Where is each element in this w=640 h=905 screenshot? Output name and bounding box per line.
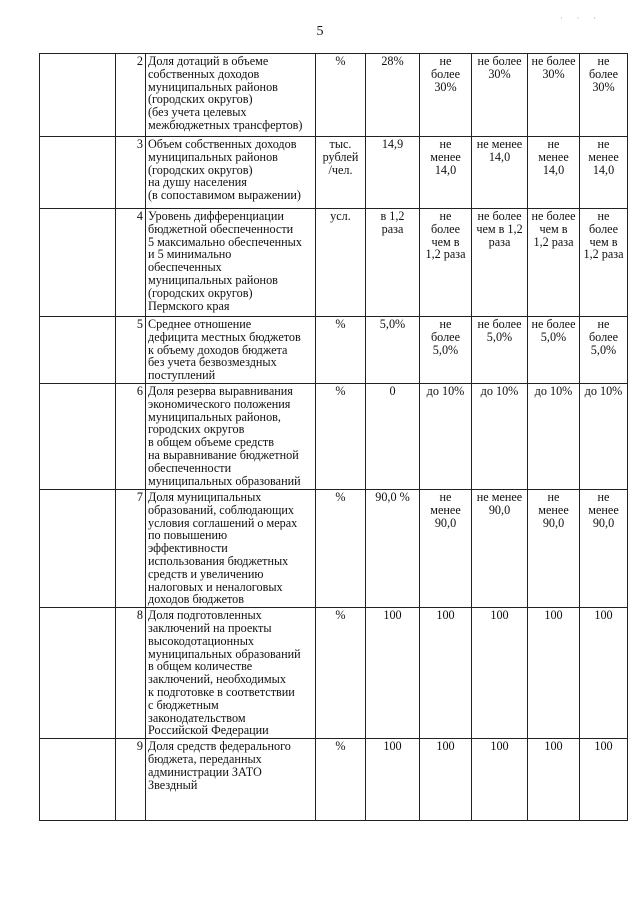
base-value-cell <box>366 54 420 137</box>
cell-text-line: 90,0 % <box>375 489 410 504</box>
cell-text-line: с бюджетным <box>148 697 219 712</box>
cell-text-line: 90,0 <box>592 515 615 530</box>
target-value-3-cell <box>528 54 580 137</box>
base-value-cell <box>366 489 420 607</box>
cell-text-line: более <box>588 329 619 344</box>
indicator-name-cell <box>146 608 316 739</box>
unit-cell <box>316 137 366 209</box>
cell-text-line: более <box>430 66 461 81</box>
indicator-name-cell <box>146 489 316 607</box>
cell-text-line: в общем объеме средств <box>148 435 274 450</box>
indicator-name-cell <box>146 54 316 137</box>
cell-text-line: раза <box>381 221 404 236</box>
base-value-cell <box>366 739 420 821</box>
cell-text-line: бюджетной обеспеченности <box>148 221 294 236</box>
target-value-4-cell <box>580 383 628 489</box>
row-number-cell: 6 <box>116 383 146 489</box>
cell-text-line: чем в <box>539 221 568 236</box>
row-number-cell: 8 <box>116 608 146 739</box>
cell-text-line: доходов бюджетов <box>148 592 245 607</box>
target-value-3-cell <box>528 137 580 209</box>
cell-text-line: муниципальных районов, <box>148 409 281 424</box>
target-value-4-cell <box>580 489 628 607</box>
cell-text-line: в 1,2 <box>380 209 405 223</box>
target-value-3-cell <box>528 209 580 317</box>
table-row <box>40 739 628 821</box>
target-value-3-cell <box>528 608 580 739</box>
cell-text-line: не <box>439 54 452 68</box>
cell-text-line: до 10% <box>584 383 623 398</box>
table-row <box>40 137 628 209</box>
base-value-cell <box>366 209 420 317</box>
cell-text-line: тыс. <box>329 137 352 151</box>
cell-text-line: 5,0% <box>486 329 513 344</box>
cell-text-line: рублей <box>322 149 359 164</box>
unit-cell <box>316 54 366 137</box>
cell-text-line: без учета безвозмездных <box>148 355 277 370</box>
cell-text-line: на выравнивание бюджетной <box>148 447 299 462</box>
cell-text-line: менее <box>430 149 461 164</box>
indicator-name-cell <box>146 383 316 489</box>
row-number-cell: 2 <box>116 54 146 137</box>
target-value-2-cell <box>472 739 528 821</box>
cell-text-line: 28% <box>381 54 404 68</box>
cell-text-line: к объему доходов бюджета <box>148 342 288 357</box>
cell-text-line: бюджета, переданных <box>148 751 262 766</box>
table-row <box>40 209 628 317</box>
row-number-cell: 7 <box>116 489 146 607</box>
table-row <box>40 317 628 384</box>
cell-text-line: 14,0 <box>542 162 565 177</box>
cell-text-line: 90,0 <box>542 515 565 530</box>
table-row <box>40 54 628 137</box>
cell-text-line: 100 <box>436 739 455 754</box>
target-value-3-cell <box>528 489 580 607</box>
row-number-cell: 4 <box>116 209 146 317</box>
cell-text-line: (городских округов) <box>148 92 253 107</box>
cell-text-line: не <box>597 317 610 331</box>
cell-text-line: высокодотационных <box>148 633 254 648</box>
blank-cell <box>40 137 116 209</box>
cell-text-line: Среднее отношение <box>148 317 252 331</box>
cell-text-line: 100 <box>383 608 402 623</box>
cell-text-line: не более <box>531 317 576 331</box>
cell-text-line: не <box>439 137 452 151</box>
table-row <box>40 383 628 489</box>
cell-text-line: в общем количестве <box>148 659 253 674</box>
cell-text-line: не <box>439 489 452 504</box>
cell-text-line: условия соглашений о мерах <box>148 515 298 530</box>
cell-text-line: налоговых и неналоговых <box>148 579 283 594</box>
cell-text-line: не более <box>477 317 522 331</box>
table-row <box>40 608 628 739</box>
cell-text-line: 5,0% <box>590 342 617 357</box>
cell-text-line: до 10% <box>534 383 573 398</box>
target-value-2-cell <box>472 489 528 607</box>
target-value-2-cell <box>472 317 528 384</box>
cell-text-line: не <box>439 317 452 331</box>
cell-text-line: экономического положения <box>148 396 291 411</box>
cell-text-line: администрации ЗАТО <box>148 764 262 779</box>
cell-text-line: (в сопоставимом выражении) <box>148 188 301 203</box>
cell-text-line: Доля дотаций в объеме <box>148 54 269 68</box>
base-value-cell <box>366 608 420 739</box>
cell-text-line: Уровень дифференциации <box>148 209 284 223</box>
cell-text-line: 100 <box>544 608 563 623</box>
cell-text-line: заключений, необходимых <box>148 672 286 687</box>
target-value-4-cell <box>580 739 628 821</box>
target-value-4-cell <box>580 137 628 209</box>
cell-text-line: не <box>439 209 452 223</box>
target-value-4-cell <box>580 54 628 137</box>
target-value-3-cell <box>528 383 580 489</box>
cell-text-line: муниципальных районов <box>148 149 278 164</box>
cell-text-line: 5,0% <box>432 342 459 357</box>
target-value-1-cell <box>420 137 472 209</box>
cell-text-line: муниципальных образований <box>148 646 301 661</box>
indicator-name-cell <box>146 739 316 821</box>
cell-text-line: законодательством <box>148 710 246 725</box>
cell-text-line: по повышению <box>148 528 228 543</box>
cell-text-line: (городских округов) <box>148 162 253 177</box>
cell-text-line: межбюджетных трансфертов) <box>148 117 303 132</box>
cell-text-line: использования бюджетных <box>148 553 289 568</box>
cell-text-line: % <box>335 608 346 623</box>
target-value-4-cell <box>580 209 628 317</box>
cell-text-line: до 10% <box>480 383 519 398</box>
cell-text-line: Звездный <box>148 777 198 792</box>
cell-text-line: эффективности <box>148 541 228 556</box>
cell-text-line: дефицита местных бюджетов <box>148 329 301 344</box>
cell-text-line: % <box>335 739 346 754</box>
cell-text-line: /чел. <box>328 162 353 177</box>
cell-text-line: и 5 минимально <box>148 247 232 262</box>
cell-text-line: 100 <box>490 739 509 754</box>
indicator-name-cell <box>146 317 316 384</box>
cell-text-line: Объем собственных доходов <box>148 137 297 151</box>
target-value-2-cell <box>472 137 528 209</box>
cell-text-line: 30% <box>542 66 565 81</box>
page-number: 5 <box>316 24 324 39</box>
cell-text-line: 100 <box>490 608 509 623</box>
cell-text-line: (городских округов) <box>148 285 253 300</box>
cell-text-line: более <box>430 329 461 344</box>
cell-text-line: менее <box>538 502 569 517</box>
base-value-cell <box>366 137 420 209</box>
cell-text-line: муниципальных районов <box>148 272 278 287</box>
target-value-4-cell <box>580 608 628 739</box>
target-value-4-cell <box>580 317 628 384</box>
target-value-1-cell <box>420 54 472 137</box>
target-value-2-cell <box>472 54 528 137</box>
cell-text-line: раза <box>488 234 511 249</box>
blank-cell <box>40 54 116 137</box>
cell-text-line: менее <box>538 149 569 164</box>
cell-text-line: не <box>597 54 610 68</box>
cell-text-line: не <box>547 137 560 151</box>
cell-text-line: муниципальных образований <box>148 473 301 488</box>
cell-text-line: чем в <box>431 234 460 249</box>
cell-text-line: 100 <box>594 608 613 623</box>
cell-text-line: не <box>597 489 610 504</box>
cell-text-line: не <box>547 489 560 504</box>
target-value-1-cell <box>420 317 472 384</box>
indicator-name-cell <box>146 137 316 209</box>
target-value-1-cell <box>420 608 472 739</box>
cell-text-line: не <box>597 137 610 151</box>
row-number-cell: 5 <box>116 317 146 384</box>
table-row <box>40 489 628 607</box>
row-number-cell: 9 <box>116 739 146 821</box>
base-value-cell <box>366 383 420 489</box>
cell-text-line: % <box>335 383 346 398</box>
target-value-1-cell <box>420 489 472 607</box>
cell-text-line: (без учета целевых <box>148 105 247 120</box>
cell-text-line: Доля подготовленных <box>148 608 262 623</box>
unit-cell <box>316 608 366 739</box>
cell-text-line: % <box>335 54 346 68</box>
blank-cell <box>40 608 116 739</box>
blank-cell <box>40 209 116 317</box>
cell-text-line: 100 <box>544 739 563 754</box>
cell-text-line: обеспеченности <box>148 460 232 475</box>
cell-text-line: 1,2 раза <box>583 247 624 262</box>
cell-text-line: не более <box>477 209 522 223</box>
unit-cell <box>316 209 366 317</box>
base-value-cell <box>366 317 420 384</box>
cell-text-line: 100 <box>383 739 402 754</box>
cell-text-line: муниципальных районов <box>148 79 278 94</box>
cell-text-line: более <box>588 221 619 236</box>
target-value-2-cell <box>472 209 528 317</box>
cell-text-line: чем в 1,2 <box>476 221 523 236</box>
unit-cell <box>316 489 366 607</box>
cell-text-line: 5,0% <box>540 329 567 344</box>
cell-text-line: не менее <box>476 489 523 504</box>
cell-text-line: до 10% <box>426 383 465 398</box>
cell-text-line: 100 <box>436 608 455 623</box>
blank-cell <box>40 739 116 821</box>
cell-text-line: менее <box>588 502 619 517</box>
indicators-table <box>39 53 628 821</box>
cell-text-line: 14,0 <box>488 149 511 164</box>
cell-text-line: обеспеченных <box>148 260 222 275</box>
cell-text-line: Доля муниципальных <box>148 489 262 504</box>
cell-text-line: % <box>335 317 346 331</box>
cell-text-line: 14,9 <box>381 137 404 151</box>
target-value-1-cell <box>420 209 472 317</box>
cell-text-line: 100 <box>594 739 613 754</box>
cell-text-line: заключений на проекты <box>148 620 272 635</box>
cell-text-line: % <box>335 489 346 504</box>
cell-text-line: не менее <box>476 137 523 151</box>
cell-text-line: на душу населения <box>148 175 247 190</box>
cell-text-line: Пермского края <box>148 298 230 313</box>
cell-text-line: образований, соблюдающих <box>148 502 294 517</box>
cell-text-line: более <box>430 221 461 236</box>
cell-text-line: 5,0% <box>379 317 406 331</box>
cell-text-line: не более <box>477 54 522 68</box>
target-value-2-cell <box>472 383 528 489</box>
cell-text-line: к подготовке в соответствии <box>148 684 295 699</box>
row-number-cell: 3 <box>116 137 146 209</box>
target-value-1-cell <box>420 383 472 489</box>
blank-cell <box>40 383 116 489</box>
blank-cell <box>40 489 116 607</box>
cell-text-line: 30% <box>488 66 511 81</box>
cell-text-line: средств и увеличению <box>148 566 264 581</box>
cell-text-line: Доля средств федерального <box>148 739 291 754</box>
cell-text-line: 90,0 <box>434 515 457 530</box>
target-value-2-cell <box>472 608 528 739</box>
cell-text-line: не <box>597 209 610 223</box>
cell-text-line: собственных доходов <box>148 66 260 81</box>
target-value-1-cell <box>420 739 472 821</box>
cell-text-line: не более <box>531 54 576 68</box>
target-value-3-cell <box>528 317 580 384</box>
unit-cell <box>316 317 366 384</box>
indicator-name-cell <box>146 209 316 317</box>
blank-cell <box>40 317 116 384</box>
cell-text-line: Российской Федерации <box>148 723 269 738</box>
cell-text-line: усл. <box>330 209 351 223</box>
cell-text-line: городских округов <box>148 422 245 437</box>
cell-text-line: поступлений <box>148 368 216 383</box>
cell-text-line: 5 максимально обеспеченных <box>148 234 302 249</box>
cell-text-line: не более <box>531 209 576 223</box>
cell-text-line: 1,2 раза <box>425 247 466 262</box>
cell-text-line: 14,0 <box>592 162 615 177</box>
cell-text-line: 1,2 раза <box>533 234 574 249</box>
unit-cell <box>316 739 366 821</box>
cell-text-line: 30% <box>434 79 457 94</box>
scan-artifact: · · · <box>560 14 602 23</box>
cell-text-line: менее <box>588 149 619 164</box>
cell-text-line: Доля резерва выравнивания <box>148 383 293 398</box>
cell-text-line: 30% <box>592 79 615 94</box>
cell-text-line: менее <box>430 502 461 517</box>
target-value-3-cell <box>528 739 580 821</box>
cell-text-line: 90,0 <box>488 502 511 517</box>
cell-text-line: более <box>588 66 619 81</box>
cell-text-line: 14,0 <box>434 162 457 177</box>
cell-text-line: 0 <box>389 383 396 398</box>
cell-text-line: чем в <box>589 234 618 249</box>
unit-cell <box>316 383 366 489</box>
